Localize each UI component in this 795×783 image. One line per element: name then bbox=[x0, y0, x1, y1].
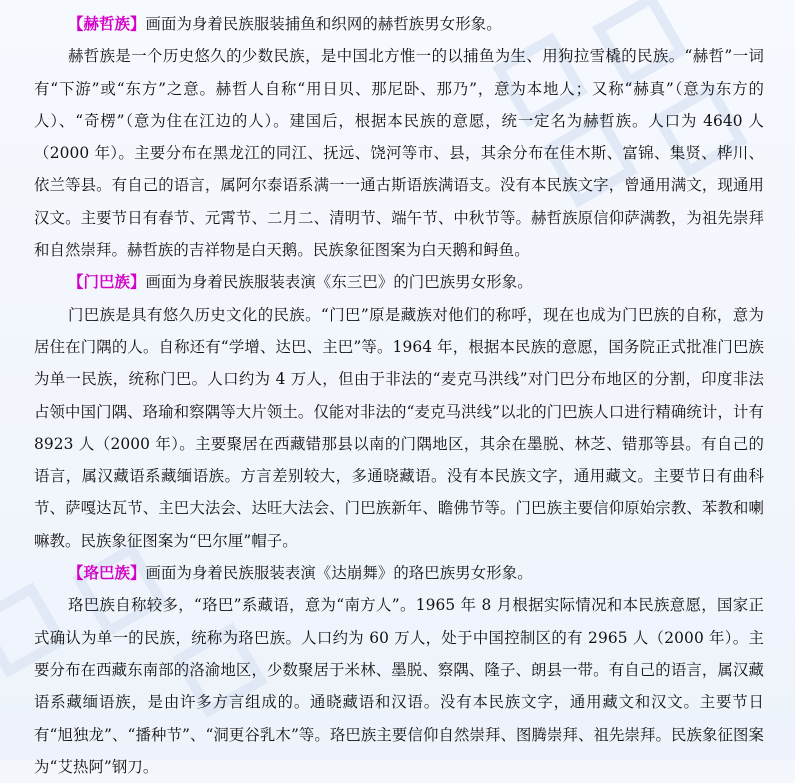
image-caption-hezhe: 画面为身着民族服装捕鱼和织网的赫哲族男女形象。 bbox=[145, 15, 502, 33]
section-heading-menba bbox=[34, 266, 764, 298]
ethnic-tag-hezhe: 【赫哲族】 bbox=[68, 15, 146, 33]
section-heading-hezhe bbox=[34, 8, 764, 40]
ethnic-tag-luoba: 【珞巴族】 bbox=[68, 564, 146, 583]
ethnic-tag-menba: 【门巴族】 bbox=[68, 273, 146, 292]
paragraph-hezhe: 赫哲族是一个历史悠久的少数民族，是中国北方惟一的以捕鱼为生、用狗拉雪橇的民族。“赫哲”一词有“下游”或“东方”之意。赫哲人自称“用日贝、那尼卧、那乃”，意为本地人；又称“赫真”（意为东方的人）、“奇楞”（意为住在江边的人）。建国后，根据本民族的意愿，统一定名为赫哲族。人口为 4640 人（2000 年）。主要分布在黑龙江的同江、抚远、饶河等市、县，其余分布在佳木斯、富锦、集贤、桦川、依兰等县。有自己的语言，属阿尔泰语系满一一通古斯语族满语支。没有本民族文字，曾通用满文，现通用汉文。主要节日有春节、元霄节、二月二、清明节、端午节、中秋节等。赫哲族原信仰萨满教，为祖先崇拜和自然崇拜。赫哲族的吉祥物是白天鹅。民族象征图案为白天鹅和鲟鱼。 bbox=[34, 47, 764, 260]
image-caption-menba: 画面为身着民族服装表演《东三巴》的门巴族男女形象。 bbox=[145, 273, 533, 292]
section-heading-luoba bbox=[34, 557, 764, 589]
paragraph-luoba: 珞巴族自称较多，“珞巴”系藏语，意为“南方人”。1965 年 8 月根据实际情况和本民族意愿，国家正式确认为单一的民族，统称为珞巴族。人口约为 60 万人，处于中国控制区的有 2965 人（2000 年）。主要分布在西藏东南部的洛渝地区，少数聚居于米林、墨脱、察隅、隆子、朗县一带。有自己的语言，属汉藏语系藏缅语族，是由许多方言组成的。通晓藏语和汉语。没有本民族文字，通用藏文和汉文。主要节日有“旭独龙”、“播种节”、“洞更谷乳木”等。珞巴族主要信仰自然崇拜、图腾崇拜、祖先崇拜。民族象征图案为“艾热阿”钢刀。 bbox=[34, 596, 764, 776]
paragraph-menba: 门巴族是具有悠久历史文化的民族。“门巴”原是藏族对他们的称呼，现在也成为门巴族的自称，意为居住在门隅的人。自称还有“学增、达巴、主巴”等。1964 年，根据本民族的意愿，国务院正式批准门巴族为单一民族，统称门巴。人口约为 4 万人，但由于非法的“麦克马洪线”对门巴分布地区的分割，印度非法占领中国门隅、珞瑜和察隅等大片领土。仅能对非法的“麦克马洪线”以北的门巴族人口进行精确统计，计有 8923 人（2000 年）。主要聚居在西藏错那县以南的门隅地区，其余在墨脱、林芝、错那等县。有自己的语言，属汉藏语系藏缅语族。方言差别较大，多通晓藏语。没有本民族文字，通用藏文。主要节日有曲科节、萨嘎达瓦节、主巴大法会、达旺大法会、门巴族新年、瞻佛节等。门巴族主要信仰原始宗教、苯教和喇嘛教。民族象征图案为“巴尔厘”帽子。 bbox=[34, 305, 764, 550]
document-body bbox=[34, 8, 764, 783]
image-caption-luoba: 画面为身着民族服装表演《达崩舞》的珞巴族男女形象。 bbox=[145, 564, 533, 583]
